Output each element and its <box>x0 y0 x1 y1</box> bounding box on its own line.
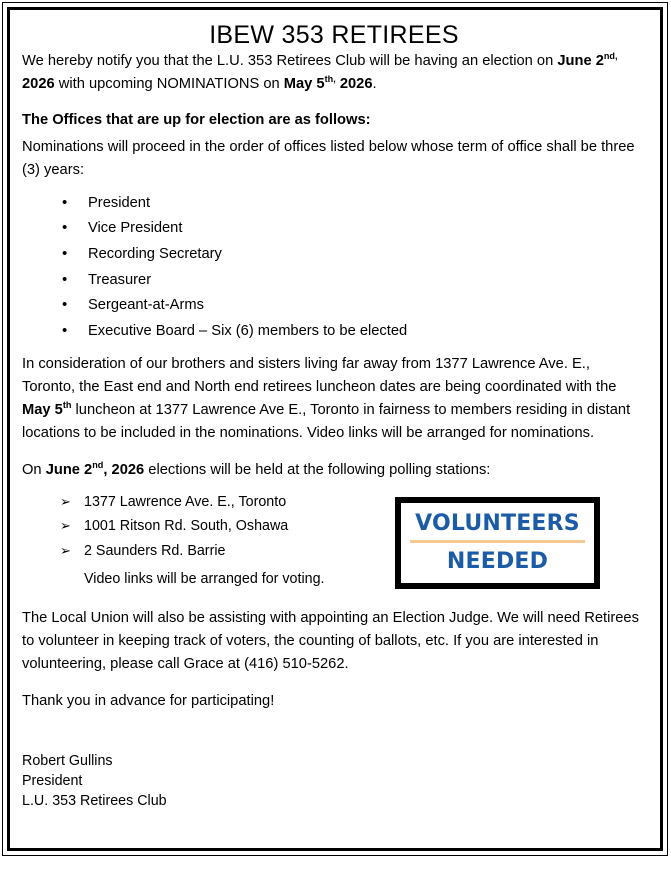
page-title: IBEW 353 RETIREES <box>209 21 459 49</box>
polling-stations-list <box>22 495 402 558</box>
list-item: ➢ 1377 Lawrence Ave. E., Toronto <box>60 495 402 509</box>
intro-date-may-year: 2026 <box>335 75 373 92</box>
thanks-paragraph: Thank you in advance for participating! <box>22 692 275 709</box>
list-item: • Treasurer <box>62 273 646 288</box>
signature-role: President <box>22 773 83 790</box>
intro-date-may-suffix: th, <box>324 73 336 84</box>
list-item: • President <box>62 196 646 211</box>
video-links-note: Video links will be arranged for voting. <box>84 570 325 587</box>
list-item: ➢ 1001 Ritson Rd. South, Oshawa <box>60 519 402 533</box>
intro-date-june-year: 2026 <box>22 75 55 92</box>
intro-date-june-suffix: nd, <box>603 50 618 61</box>
poster-line-volunteers: VOLUNTEERS <box>415 511 580 537</box>
poster-inner-panel <box>401 503 594 583</box>
intro-text-3: . <box>372 75 377 92</box>
election-line-paragraph <box>22 459 646 482</box>
offices-intro-paragraph: Nominations will proceed in the order of offices listed below whose term of office shall be three (3) years: <box>22 139 635 179</box>
poster-line-needed: NEEDED <box>446 549 549 575</box>
consideration-date-may: May 5 <box>22 402 63 419</box>
list-item: ➢ 2 Saunders Rd. Barrie <box>60 544 402 558</box>
local-union-paragraph: The Local Union will also be assisting with appointing an Election Judge. We will need Retirees to volunteer in keeping track of voters, the counting of ballots, etc. If you are interested in volunteering, please call Grace at (416) 510-5262. <box>22 609 639 673</box>
election-date-june: June 2 <box>45 461 93 478</box>
list-item: • Vice President <box>62 221 646 236</box>
intro-text-1: We hereby notify you that the L.U. 353 Retirees Club will be having an election on <box>22 52 558 69</box>
election-date-june-year: , 2026 <box>103 461 145 478</box>
polling-stations-row <box>22 495 646 591</box>
consideration-text-1: In consideration of our brothers and sisters living far away from 1377 Lawrence Ave. E., Toronto, the East end and North end retirees luncheon dates are being coordinated with the <box>22 355 617 396</box>
election-date-june-suffix: nd <box>92 459 104 470</box>
intro-text-2: with upcoming NOMINATIONS on <box>54 75 284 92</box>
poster-divider <box>410 540 585 543</box>
document-content <box>22 16 646 812</box>
volunteers-needed-poster <box>395 497 600 589</box>
signature-block <box>22 751 646 812</box>
intro-paragraph <box>22 50 646 96</box>
intro-date-june: June 2 <box>557 52 604 69</box>
consideration-text-2: luncheon at 1377 Lawrence Ave E., Toronto in fairness to members residing in distant locations to be included in the nominations. Video links will be arranged for nominations. <box>22 402 631 442</box>
intro-date-may: May 5 <box>283 75 325 92</box>
polling-stations-column <box>22 495 402 586</box>
signature-name: Robert Gullins <box>22 752 113 769</box>
signature-organization: L.U. 353 Retirees Club <box>22 793 167 810</box>
offices-list <box>22 196 646 339</box>
list-item: • Recording Secretary <box>62 247 646 262</box>
election-text-2: elections will be held at the following polling stations: <box>144 461 491 478</box>
election-text-1: On <box>22 461 46 478</box>
list-item: • Sergeant-at-Arms <box>62 298 646 313</box>
offices-heading: The Offices that are up for election are as follows: <box>22 111 371 128</box>
consideration-paragraph <box>22 353 646 446</box>
list-item: • Executive Board – Six (6) members to be elected <box>62 324 646 339</box>
consideration-date-may-suffix: th <box>62 400 72 411</box>
